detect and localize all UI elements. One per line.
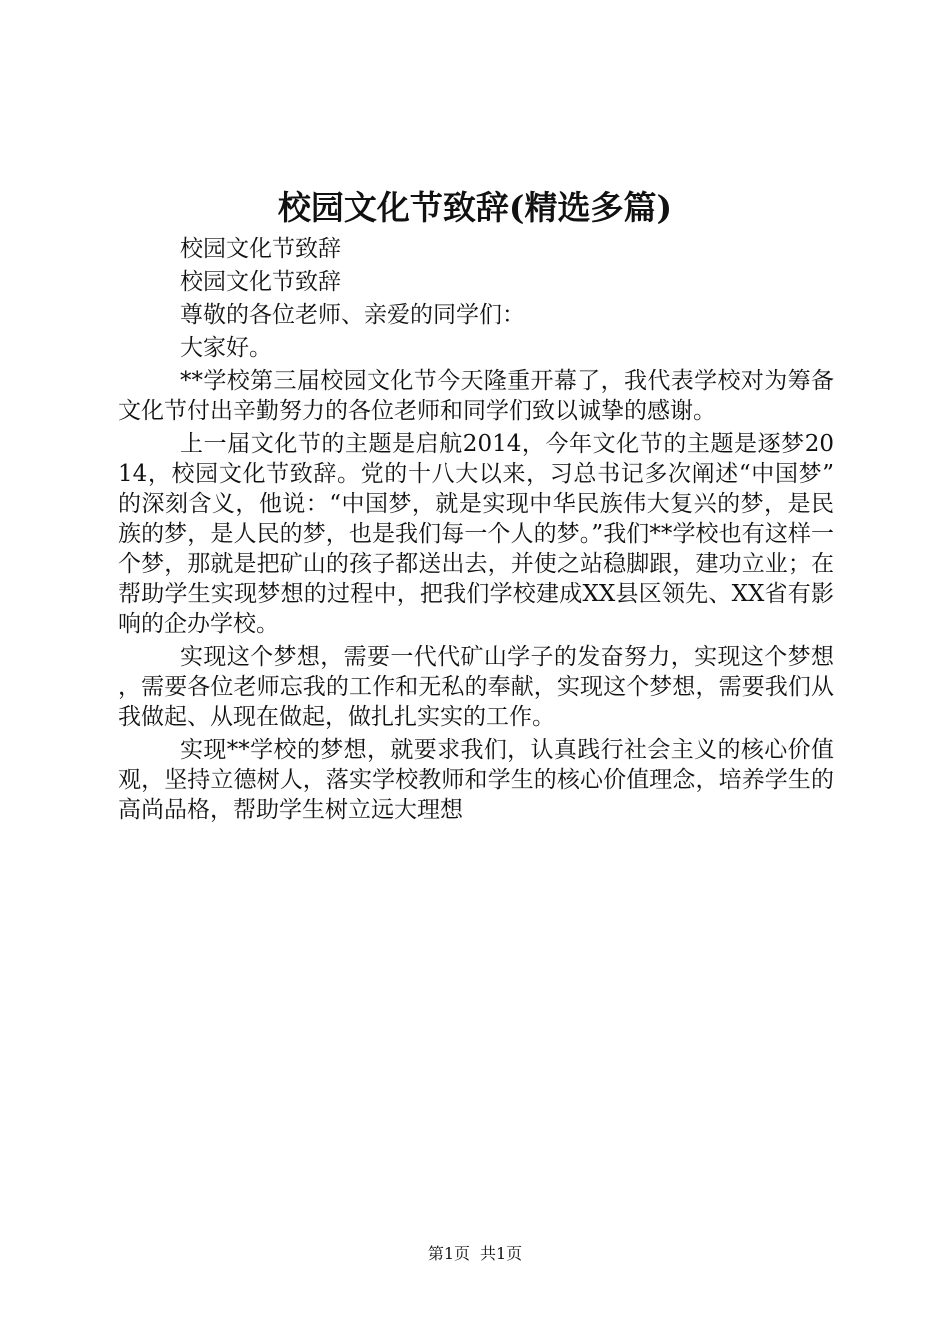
paragraph-salutation: 尊敬的各位老师、亲爱的同学们： (180, 302, 525, 328)
paragraph-greeting: 大家好。 (180, 335, 272, 361)
paragraph-opening: **学校第三届校园文化节今天隆重开幕了，我代表学校对为筹备文化节付出辛勤努力的各位老师和同学们致以诚挚的感谢。 (118, 368, 834, 424)
page-total: 共1页 (480, 1244, 523, 1263)
document-title: 校园文化节致辞(精选多篇) (277, 188, 673, 227)
paragraph-heading-2: 校园文化节致辞 (180, 269, 341, 295)
paragraph-theme: 上一届文化节的主题是启航2014，今年文化节的主题是逐梦2014，校园文化节致辞。党的十八大以来，习总书记多次阐述“中国梦”的深刻含义，他说：“中国梦，就是实现中华民族伟大复兴的梦，是民族的梦，是人民的梦，也是我们每一个人的梦。”我们**学校也有这样一个梦，那就是把矿山的孩子都送出去，并使之站稳脚跟，建功立业；在帮助学生实现梦想的过程中，把我们学校建成XX县区领先、XX省有影响的企办学校。 (118, 431, 834, 637)
paragraph-dream: 实现这个梦想，需要一代代矿山学子的发奋努力，实现这个梦想，需要各位老师忘我的工作和无私的奉献，实现这个梦想，需要我们从我做起、从现在做起，做扎扎实实的工作。 (118, 644, 834, 730)
page-footer (0, 1242, 950, 1266)
document-body (118, 234, 834, 828)
page-number: 第1页 (427, 1244, 470, 1263)
paragraph-values: 实现**学校的梦想，就要求我们，认真践行社会主义的核心价值观，坚持立德树人，落实学校教师和学生的核心价值理念，培养学生的高尚品格，帮助学生树立远大理想 (118, 737, 834, 823)
paragraph-heading-1: 校园文化节致辞 (180, 236, 341, 262)
